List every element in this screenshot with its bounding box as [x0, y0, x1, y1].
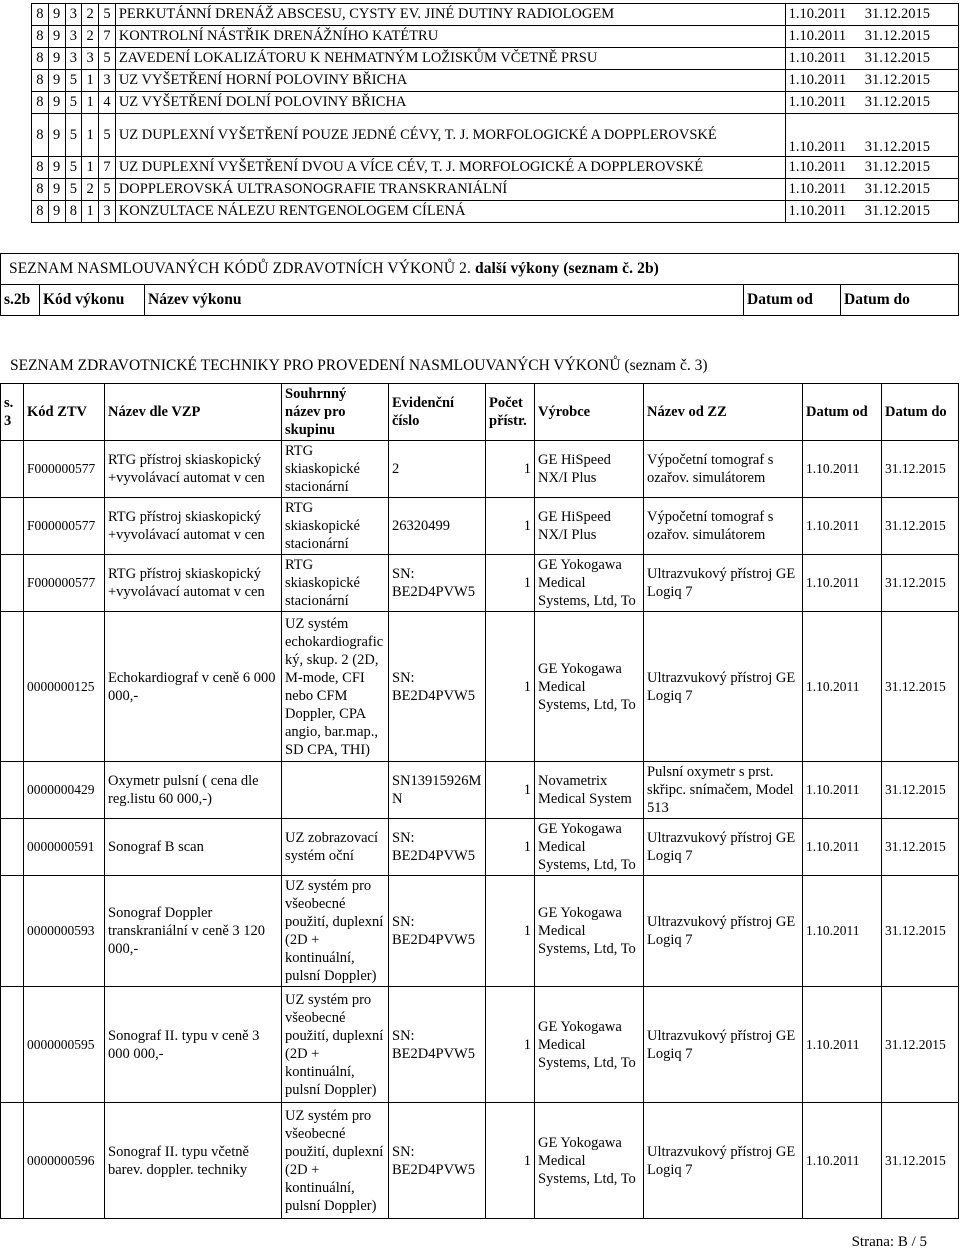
tech-name: Sonograf II. typu včetně barev. doppler. techniky	[105, 1103, 282, 1219]
tech-count: 1	[486, 441, 535, 498]
header-kod-ztv: Kód ZTV	[24, 384, 105, 441]
code-row	[32, 201, 959, 223]
tech-maker: GE Yokogawa Medical Systems, Ltd, To	[535, 555, 644, 612]
tech-name: Oxymetr pulsní ( cena dle reg.listu 60 000,-)	[105, 762, 282, 819]
tech-date-to: 31.12.2015	[882, 876, 959, 987]
tech-name: RTG přístroj skiaskopický +vyvolávací automat v cen	[105, 555, 282, 612]
tech-date-from: 1.10.2011	[803, 1103, 882, 1219]
code-date-from: 1.10.2011	[785, 92, 862, 114]
code-date-from: 1.10.2011	[785, 179, 862, 201]
tech-date-from: 1.10.2011	[803, 441, 882, 498]
code-name: KONTROLNÍ NÁSTŘIK DRENÁŽNÍHO KATÉTRU	[115, 26, 785, 48]
code-digit: 5	[65, 70, 82, 92]
code-digit: 5	[99, 114, 116, 157]
code-date-to: 31.12.2015	[862, 157, 959, 179]
header-kod-vykonu: Kód výkonu	[40, 285, 145, 316]
technology-header-row	[1, 384, 959, 441]
tech-date-from: 1.10.2011	[803, 987, 882, 1103]
code-digit: 9	[48, 157, 65, 179]
header-souhrnny-nazev: Souhrnný název pro skupinu	[282, 384, 389, 441]
code-date-to: 31.12.2015	[862, 4, 959, 26]
tech-name: Echokardiograf v ceně 6 000 000,-	[105, 612, 282, 762]
tech-name: RTG přístroj skiaskopický +vyvolávací automat v cen	[105, 441, 282, 498]
page-number: Strana: B / 5	[851, 1234, 927, 1250]
tech-date-to: 31.12.2015	[882, 762, 959, 819]
tech-maker: GE Yokogawa Medical Systems, Ltd, To	[535, 819, 644, 876]
code-digit: 2	[82, 4, 99, 26]
code-digit: 8	[32, 114, 49, 157]
section-2b-header-row	[1, 285, 959, 316]
code-digit: 1	[82, 92, 99, 114]
tech-code: 0000000593	[24, 876, 105, 987]
tech-zz-name: Výpočetní tomograf s ozařov. simulátorem	[644, 498, 803, 555]
tech-code: F000000577	[24, 498, 105, 555]
code-digit: 8	[32, 70, 49, 92]
tech-maker: GE Yokogawa Medical Systems, Ltd, To	[535, 1103, 644, 1219]
code-digit: 8	[32, 48, 49, 70]
code-row	[32, 92, 959, 114]
header-datum-do: Datum do	[882, 384, 959, 441]
code-row	[32, 26, 959, 48]
code-digit: 5	[99, 48, 116, 70]
code-digit: 7	[99, 157, 116, 179]
code-name: DOPPLEROVSKÁ ULTRASONOGRAFIE TRANSKRANIÁLNÍ	[115, 179, 785, 201]
technology-row	[1, 1103, 959, 1219]
header-evidencni-cislo: Evidenční číslo	[389, 384, 486, 441]
tech-evidence-number: SN: BE2D4PVW5	[389, 555, 486, 612]
tech-group: UZ systém echokardiografic ký, skup. 2 (2D, M-mode, CFI nebo CFM Doppler, CPA angio, bar.map., SD CPA, THI)	[282, 612, 389, 762]
code-row	[32, 48, 959, 70]
tech-code: 0000000591	[24, 819, 105, 876]
code-digit: 9	[48, 48, 65, 70]
header-datum-od: Datum od	[744, 285, 841, 316]
tech-zz-name: Pulsní oxymetr s prst. skřipc. snímačem, Model 513	[644, 762, 803, 819]
tech-group	[282, 762, 389, 819]
section-3-title: SEZNAM ZDRAVOTNICKÉ TECHNIKY PRO PROVEDENÍ NASMLOUVANÝCH VÝKONŮ (seznam č. 3)	[10, 357, 708, 374]
tech-zz-name: Ultrazvukový přístroj GE Logiq 7	[644, 819, 803, 876]
code-digit: 1	[82, 114, 99, 157]
code-name: ZAVEDENÍ LOKALIZÁTORU K NEHMATNÝM LOŽISKŮM VČETNĚ PRSU	[115, 48, 785, 70]
tech-evidence-number: SN: BE2D4PVW5	[389, 612, 486, 762]
tech-group: RTG skiaskopické stacionární	[282, 498, 389, 555]
tech-count: 1	[486, 819, 535, 876]
code-date-to: 31.12.2015	[862, 70, 959, 92]
tech-code: 0000000429	[24, 762, 105, 819]
section-2b-table	[0, 253, 959, 316]
tech-count: 1	[486, 612, 535, 762]
tech-code: 0000000595	[24, 987, 105, 1103]
header-s2b: s.2b	[1, 285, 40, 316]
code-row	[32, 70, 959, 92]
tech-evidence-number: 2	[389, 441, 486, 498]
tech-date-to: 31.12.2015	[882, 555, 959, 612]
tech-maker: Novametrix Medical System	[535, 762, 644, 819]
row-number	[1, 441, 24, 498]
code-date-from: 1.10.2011	[785, 157, 862, 179]
row-number	[1, 555, 24, 612]
code-digit: 2	[82, 179, 99, 201]
code-row	[32, 4, 959, 26]
tech-group: UZ zobrazovací systém oční	[282, 819, 389, 876]
code-date-from: 1.10.2011	[785, 70, 862, 92]
tech-group: UZ systém pro všeobecné použití, duplexní (2D + kontinuální, pulsní Doppler)	[282, 987, 389, 1103]
header-nazev-od-zz: Název od ZZ	[644, 384, 803, 441]
tech-date-from: 1.10.2011	[803, 612, 882, 762]
tech-date-to: 31.12.2015	[882, 612, 959, 762]
code-row	[32, 179, 959, 201]
row-number	[1, 762, 24, 819]
technology-row	[1, 876, 959, 987]
code-digit: 1	[82, 157, 99, 179]
code-digit: 9	[48, 201, 65, 223]
code-name: UZ DUPLEXNÍ VYŠETŘENÍ DVOU A VÍCE CÉV, T. J. MORFOLOGICKÉ A DOPPLEROVSKÉ	[115, 157, 785, 179]
code-digit: 2	[82, 26, 99, 48]
code-date-from: 1.10.2011	[785, 26, 862, 48]
code-digit: 7	[99, 26, 116, 48]
header-s3: s. 3	[1, 384, 24, 441]
technology-row	[1, 441, 959, 498]
row-number	[1, 1103, 24, 1219]
tech-maker: GE Yokogawa Medical Systems, Ltd, To	[535, 612, 644, 762]
tech-name: Sonograf Doppler transkraniální v ceně 3 120 000,-	[105, 876, 282, 987]
technology-row	[1, 555, 959, 612]
code-digit: 1	[82, 70, 99, 92]
tech-date-from: 1.10.2011	[803, 819, 882, 876]
technology-row	[1, 762, 959, 819]
codes-table	[31, 3, 959, 223]
tech-date-to: 31.12.2015	[882, 1103, 959, 1219]
tech-code: F000000577	[24, 555, 105, 612]
header-nazev-vzp: Název dle VZP	[105, 384, 282, 441]
code-date-to: 31.12.2015	[862, 114, 959, 157]
code-name: UZ DUPLEXNÍ VYŠETŘENÍ POUZE JEDNÉ CÉVY, T. J. MORFOLOGICKÉ A DOPPLEROVSKÉ	[115, 114, 785, 157]
tech-date-from: 1.10.2011	[803, 762, 882, 819]
code-digit: 9	[48, 92, 65, 114]
technology-row	[1, 498, 959, 555]
tech-group: UZ systém pro všeobecné použití, duplexní (2D + kontinuální, pulsní Doppler)	[282, 1103, 389, 1219]
code-date-to: 31.12.2015	[862, 179, 959, 201]
tech-evidence-number: SN: BE2D4PVW5	[389, 819, 486, 876]
tech-date-to: 31.12.2015	[882, 987, 959, 1103]
code-digit: 3	[65, 26, 82, 48]
code-date-to: 31.12.2015	[862, 48, 959, 70]
code-digit: 9	[48, 4, 65, 26]
header-vyrobce: Výrobce	[535, 384, 644, 441]
tech-zz-name: Výpočetní tomograf s ozařov. simulátorem	[644, 441, 803, 498]
tech-group: UZ systém pro všeobecné použití, duplexní (2D + kontinuální, pulsní Doppler)	[282, 876, 389, 987]
code-date-from: 1.10.2011	[785, 48, 862, 70]
tech-code: F000000577	[24, 441, 105, 498]
tech-maker: GE Yokogawa Medical Systems, Ltd, To	[535, 987, 644, 1103]
code-digit: 9	[48, 114, 65, 157]
code-digit: 5	[65, 114, 82, 157]
code-digit: 9	[48, 70, 65, 92]
technology-row	[1, 612, 959, 762]
code-digit: 8	[32, 201, 49, 223]
tech-count: 1	[486, 762, 535, 819]
tech-evidence-number: SN: BE2D4PVW5	[389, 987, 486, 1103]
code-name: UZ VYŠETŘENÍ DOLNÍ POLOVINY BŘICHA	[115, 92, 785, 114]
tech-date-from: 1.10.2011	[803, 555, 882, 612]
technology-table	[0, 383, 959, 1219]
tech-date-from: 1.10.2011	[803, 498, 882, 555]
tech-group: RTG skiaskopické stacionární	[282, 555, 389, 612]
tech-maker: GE HiSpeed NX/I Plus	[535, 498, 644, 555]
tech-evidence-number: SN: BE2D4PVW5	[389, 876, 486, 987]
code-digit: 3	[99, 201, 116, 223]
tech-evidence-number: SN13915926M N	[389, 762, 486, 819]
header-nazev-vykonu: Název výkonu	[145, 285, 744, 316]
code-digit: 3	[65, 4, 82, 26]
tech-count: 1	[486, 987, 535, 1103]
tech-maker: GE Yokogawa Medical Systems, Ltd, To	[535, 876, 644, 987]
tech-evidence-number: SN: BE2D4PVW5	[389, 1103, 486, 1219]
tech-evidence-number: 26320499	[389, 498, 486, 555]
tech-name: Sonograf B scan	[105, 819, 282, 876]
code-digit: 9	[48, 26, 65, 48]
code-digit: 1	[82, 201, 99, 223]
code-name: PERKUTÁNNÍ DRENÁŽ ABSCESU, CYSTY EV. JINÉ DUTINY RADIOLOGEM	[115, 4, 785, 26]
code-digit: 4	[99, 92, 116, 114]
header-pocet-pristroju: Počet přístr.	[486, 384, 535, 441]
code-digit: 3	[99, 70, 116, 92]
tech-code: 0000000596	[24, 1103, 105, 1219]
technology-row	[1, 819, 959, 876]
code-digit: 5	[99, 179, 116, 201]
code-digit: 3	[82, 48, 99, 70]
tech-group: RTG skiaskopické stacionární	[282, 441, 389, 498]
code-date-from: 1.10.2011	[785, 201, 862, 223]
code-date-to: 31.12.2015	[862, 26, 959, 48]
row-number	[1, 612, 24, 762]
code-digit: 3	[65, 48, 82, 70]
code-digit: 8	[32, 92, 49, 114]
code-digit: 5	[99, 4, 116, 26]
tech-count: 1	[486, 876, 535, 987]
header-datum-do: Datum do	[841, 285, 959, 316]
code-digit: 8	[65, 201, 82, 223]
code-row	[32, 114, 959, 157]
tech-zz-name: Ultrazvukový přístroj GE Logiq 7	[644, 555, 803, 612]
code-digit: 8	[32, 179, 49, 201]
tech-maker: GE HiSpeed NX/I Plus	[535, 441, 644, 498]
code-digit: 5	[65, 92, 82, 114]
tech-name: RTG přístroj skiaskopický +vyvolávací automat v cen	[105, 498, 282, 555]
row-number	[1, 498, 24, 555]
tech-date-to: 31.12.2015	[882, 441, 959, 498]
row-number	[1, 987, 24, 1103]
code-date-from: 1.10.2011	[785, 114, 862, 157]
code-date-to: 31.12.2015	[862, 92, 959, 114]
code-date-from: 1.10.2011	[785, 4, 862, 26]
row-number	[1, 819, 24, 876]
tech-date-to: 31.12.2015	[882, 498, 959, 555]
tech-name: Sonograf II. typu v ceně 3 000 000,-	[105, 987, 282, 1103]
code-digit: 9	[48, 179, 65, 201]
code-digit: 8	[32, 157, 49, 179]
tech-code: 0000000125	[24, 612, 105, 762]
section-2b-title: SEZNAM NASMLOUVANÝCH KÓDŮ ZDRAVOTNÍCH VÝKONŮ 2. další výkony (seznam č. 2b)	[1, 254, 959, 285]
header-datum-od: Datum od	[803, 384, 882, 441]
code-digit: 8	[32, 26, 49, 48]
code-row	[32, 157, 959, 179]
code-digit: 8	[32, 4, 49, 26]
code-date-to: 31.12.2015	[862, 201, 959, 223]
tech-count: 1	[486, 1103, 535, 1219]
technology-row	[1, 987, 959, 1103]
tech-count: 1	[486, 498, 535, 555]
code-name: UZ VYŠETŘENÍ HORNÍ POLOVINY BŘICHA	[115, 70, 785, 92]
tech-zz-name: Ultrazvukový přístroj GE Logiq 7	[644, 987, 803, 1103]
tech-count: 1	[486, 555, 535, 612]
code-name: KONZULTACE NÁLEZU RENTGENOLOGEM CÍLENÁ	[115, 201, 785, 223]
row-number	[1, 876, 24, 987]
code-digit: 5	[65, 157, 82, 179]
tech-date-to: 31.12.2015	[882, 819, 959, 876]
tech-zz-name: Ultrazvukový přístroj GE Logiq 7	[644, 612, 803, 762]
tech-zz-name: Ultrazvukový přístroj GE Logiq 7	[644, 876, 803, 987]
code-digit: 5	[65, 179, 82, 201]
tech-date-from: 1.10.2011	[803, 876, 882, 987]
tech-zz-name: Ultrazvukový přístroj GE Logiq 7	[644, 1103, 803, 1219]
